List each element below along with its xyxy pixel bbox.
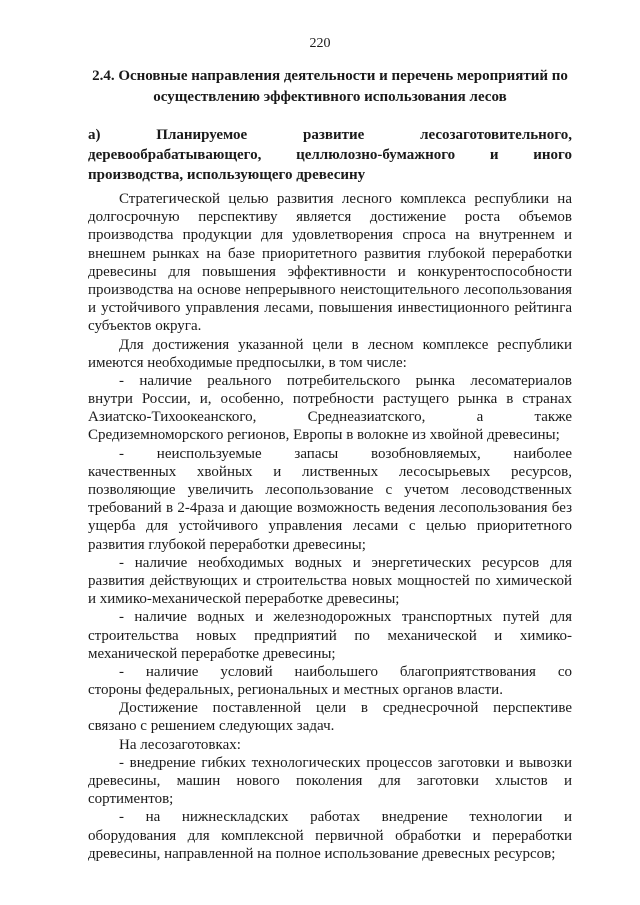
body-line: - на нижнескладских работах внедрение технологии и: [119, 809, 572, 826]
body-line: оборудования для комплексной первичной обработки и переработки: [88, 827, 572, 844]
body-line: - внедрение гибких технологических процессов заготовки и вывозки: [119, 754, 572, 771]
subsection-heading-line: а) Планируемое развитие лесозаготовительного,: [88, 127, 572, 143]
body-line: строительства новых предприятий по механической и химико-: [88, 627, 572, 644]
body-line: - наличие водных и железнодорожных транспортных путей для: [119, 609, 572, 626]
body-line: Для достижения указанной цели в лесном комплексе республики: [119, 336, 572, 353]
body-line: - неиспользуемые запасы возобновляемых, наиболее: [119, 445, 572, 462]
body-line: стороны федеральных, региональных и местных органов власти.: [88, 682, 503, 699]
body-line: сортиментов;: [88, 791, 174, 808]
body-line: развития действующих и строительства новых мощностей по химической: [88, 572, 572, 589]
body-line: Достижение поставленной цели в среднесрочной перспективе: [119, 700, 572, 717]
body-line: имеются необходимые предпосылки, в том числе:: [88, 354, 407, 371]
body-line: качественных хвойных и лиственных лесосырьевых ресурсов,: [88, 463, 572, 480]
body-line: позволяющие увеличить лесопользование с учетом лесоводственных: [88, 482, 572, 498]
section-title-line: 2.4. Основные направления деятельности и перечень мероприятий по: [92, 68, 568, 84]
body-line: механической переработке древесины;: [88, 645, 336, 662]
body-line: связано с решением следующих задач.: [88, 718, 335, 735]
body-line: Азиатско-Тихоокеанского, Среднеазиатского, а также: [88, 409, 572, 426]
body-line: - наличие реального потребительского рынка лесоматериалов: [119, 372, 572, 389]
body-line: древесины, машин нового поколения для заготовки хлыстов и: [88, 773, 572, 789]
body-line: древесины, направленной на полное использование древесных ресурсов;: [88, 845, 556, 862]
section-title-line: осуществлению эффективного использования лесов: [153, 89, 507, 105]
body-line: субъектов округа.: [88, 318, 202, 335]
body-line: и химико-механической переработке древесины;: [88, 591, 400, 608]
body-line: долгосрочную перспективу является достижение роста объемов: [88, 209, 572, 226]
subsection-heading-line: деревообрабатывающего, целлюлозно-бумажного и иного: [88, 147, 572, 163]
section-title: [88, 66, 572, 108]
body-line: Средиземноморского регионов, Европы в волокне из хвойной древесины;: [88, 427, 560, 444]
body-line: и устойчивого управления лесами, повышения инвестиционного рейтинга: [88, 300, 572, 317]
body-line: развития глубокой переработки древесины;: [88, 536, 366, 553]
body-line: ущерба для устойчивого управления лесами с целью приоритетного: [88, 518, 572, 535]
subsection-heading: [88, 125, 572, 185]
body-text: [88, 190, 572, 863]
body-line: внутри России, и, особенно, потребности растущего рынка в странах: [88, 391, 572, 408]
body-line: древесины для повышения эффективности и конкурентоспособности: [88, 263, 572, 280]
subsection-heading-line: производства, использующего древесину: [88, 167, 366, 183]
body-line: требований в 2-4раза и дающие возможность ведения лесопользования без: [88, 500, 572, 517]
body-line: внешнем рынках на базе приоритетного развития глубокой переработки: [88, 245, 572, 262]
body-line: На лесозаготовках:: [119, 736, 241, 753]
body-line: производства продукции для удовлетворения спроса на внутреннем и: [88, 227, 572, 244]
body-line: - наличие условий наибольшего благоприятствования со: [119, 663, 572, 680]
body-line: Стратегической целью развития лесного комплекса республики на: [119, 191, 572, 207]
page-number: 220: [309, 36, 331, 51]
body-line: - наличие необходимых водных и энергетических ресурсов для: [119, 554, 572, 571]
body-line: производства на основе непрерывного неистощительного лесопользования: [88, 281, 572, 298]
